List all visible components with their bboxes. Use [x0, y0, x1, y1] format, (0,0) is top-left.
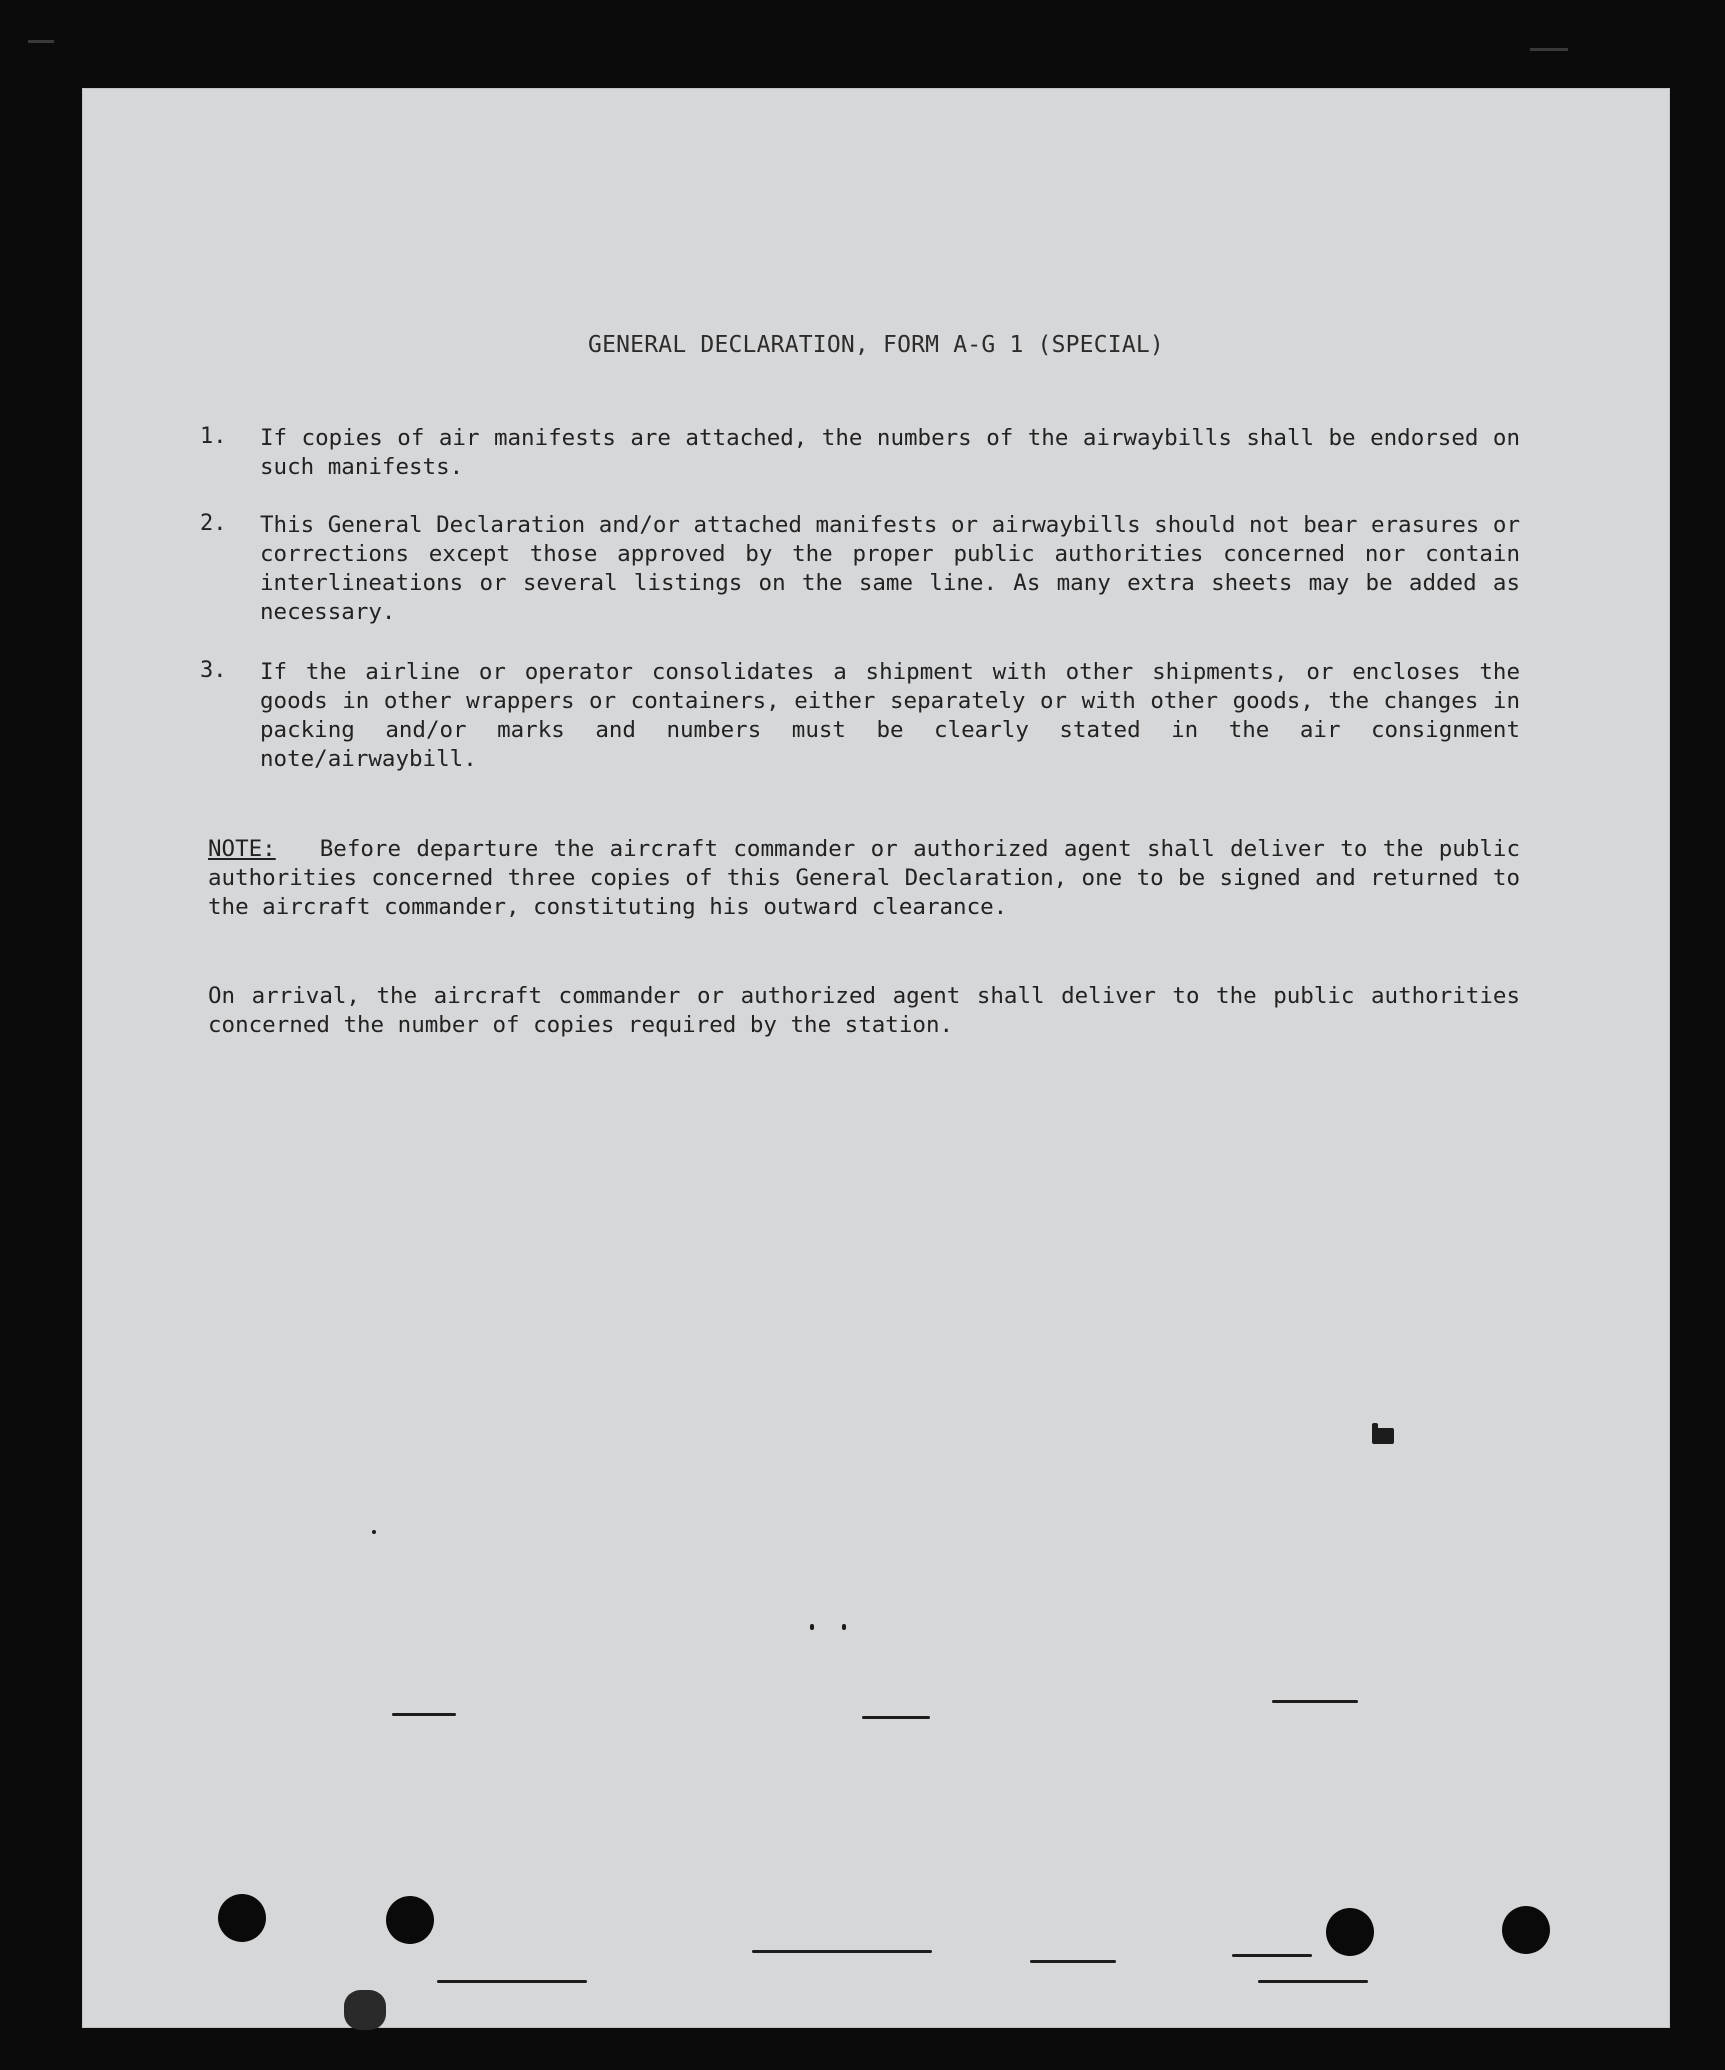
ink-speck	[1272, 1700, 1358, 1703]
item-number: 2.	[200, 511, 227, 536]
scan-edge-mark	[28, 40, 54, 43]
arrival-paragraph: On arrival, the aircraft commander or authorized agent shall deliver to the public authorities concerned the number of copies required by the station.	[208, 983, 1520, 1038]
document-title: GENERAL DECLARATION, FORM A-G 1 (SPECIAL)	[588, 332, 1164, 358]
item-text: If the airline or operator consolidates a shipment with other shipments, or encloses the goods in other wrappers or containers, either separately or with other goods, the changes in packing and/or marks and numbers must be clearly stated in the air consignment note/airwaybill.	[260, 659, 1520, 772]
ink-speck	[862, 1716, 930, 1719]
note-label: NOTE:	[208, 836, 276, 862]
scan-edge-mark	[1530, 48, 1568, 51]
ink-speck	[392, 1713, 456, 1716]
list-item	[200, 658, 1520, 774]
document-page	[82, 88, 1670, 2028]
ink-speck	[1372, 1423, 1378, 1437]
ink-speck	[1232, 1954, 1312, 1957]
punch-hole	[1502, 1906, 1550, 1954]
item-text: This General Declaration and/or attached manifests or airwaybills should not bear erasures or corrections except those approved by the proper public authorities concerned nor contain interlineations or several listings on the same line. As many extra sheets may be added as necessary.	[260, 512, 1520, 625]
item-text: If copies of air manifests are attached, the numbers of the airwaybills shall be endorsed on such manifests.	[260, 425, 1520, 480]
torn-edge-mark	[344, 1990, 386, 2030]
note-paragraph	[208, 835, 1520, 922]
ink-speck	[437, 1980, 587, 1983]
punch-hole	[1326, 1908, 1374, 1956]
item-number: 3.	[200, 658, 227, 683]
ink-speck	[810, 1624, 814, 1630]
note-text: Before departure the aircraft commander or authorized agent shall deliver to the public authorities concerned three copies of this General Declaration, one to be signed and returned to the aircraft commander, constituting his outward clearance.	[208, 836, 1520, 920]
ink-speck	[1030, 1960, 1116, 1963]
list-item	[200, 511, 1520, 627]
punch-hole	[386, 1896, 434, 1944]
ink-speck	[372, 1530, 376, 1534]
ink-speck	[842, 1624, 846, 1630]
punch-hole	[218, 1894, 266, 1942]
list-item	[200, 424, 1520, 482]
item-number: 1.	[200, 424, 227, 449]
ink-speck	[752, 1950, 932, 1953]
ink-speck	[1258, 1980, 1368, 1983]
